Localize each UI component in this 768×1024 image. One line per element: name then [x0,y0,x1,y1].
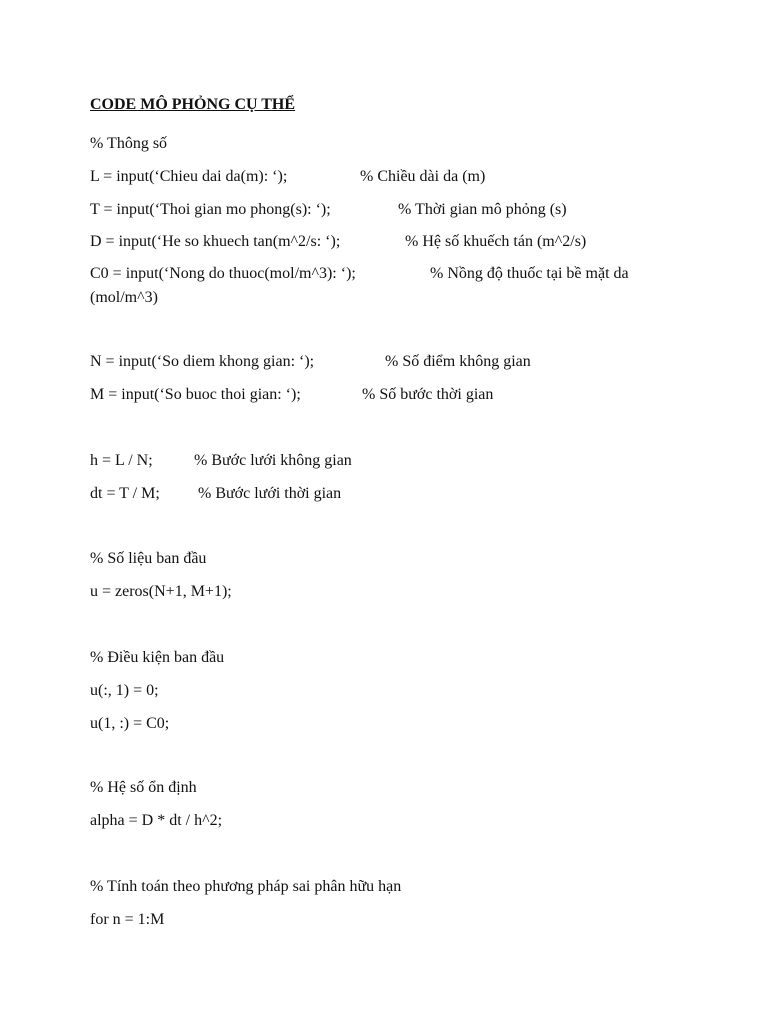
code-line-M: M = input(‘So buoc thoi gian: ‘); [90,386,301,403]
comment-h: % Bước lưới không gian [194,452,352,469]
code-line-T: T = input(‘Thoi gian mo phong(s): ‘); [90,201,331,218]
comment-dt: % Bước lưới thời gian [198,485,342,502]
init-data-comment: % Số liệu ban đầu [90,550,207,567]
code-line-u-col: u(:, 1) = 0; [90,682,159,699]
comment-T: % Thời gian mô phỏng (s) [398,201,567,218]
params-comment: % Thông số [90,135,168,152]
comment-N: % Số điểm không gian [385,353,531,370]
code-line-h: h = L / N; [90,452,153,469]
stability-comment: % Hệ số ổn định [90,779,197,796]
code-line-D: D = input(‘He so khuech tan(m^2/s: ‘); [90,233,341,250]
code-line-u-zeros: u = zeros(N+1, M+1); [90,583,232,600]
comment-C0: % Nồng độ thuốc tại bề mặt da [430,265,629,282]
code-line-u-row: u(1, :) = C0; [90,715,170,732]
code-line-C0: C0 = input(‘Nong do thuoc(mol/m^3): ‘); [90,265,356,282]
code-line-N: N = input(‘So diem khong gian: ‘); [90,353,315,370]
code-line-for: for n = 1:M [90,911,165,928]
comment-C0-continued: (mol/m^3) [90,289,158,306]
comment-D: % Hệ số khuếch tán (m^2/s) [405,233,587,250]
code-line-L: L = input(‘Chieu dai da(m): ‘); [90,168,288,185]
init-cond-comment: % Điều kiện ban đầu [90,649,225,666]
code-line-dt: dt = T / M; [90,485,160,502]
document-title: CODE MÔ PHỎNG CỤ THỂ [90,96,296,113]
code-line-alpha: alpha = D * dt / h^2; [90,812,223,829]
comment-M: % Số bước thời gian [362,386,494,403]
finite-difference-comment: % Tính toán theo phương pháp sai phân hữu hạn [90,878,402,895]
comment-L: % Chiều dài da (m) [360,168,486,185]
